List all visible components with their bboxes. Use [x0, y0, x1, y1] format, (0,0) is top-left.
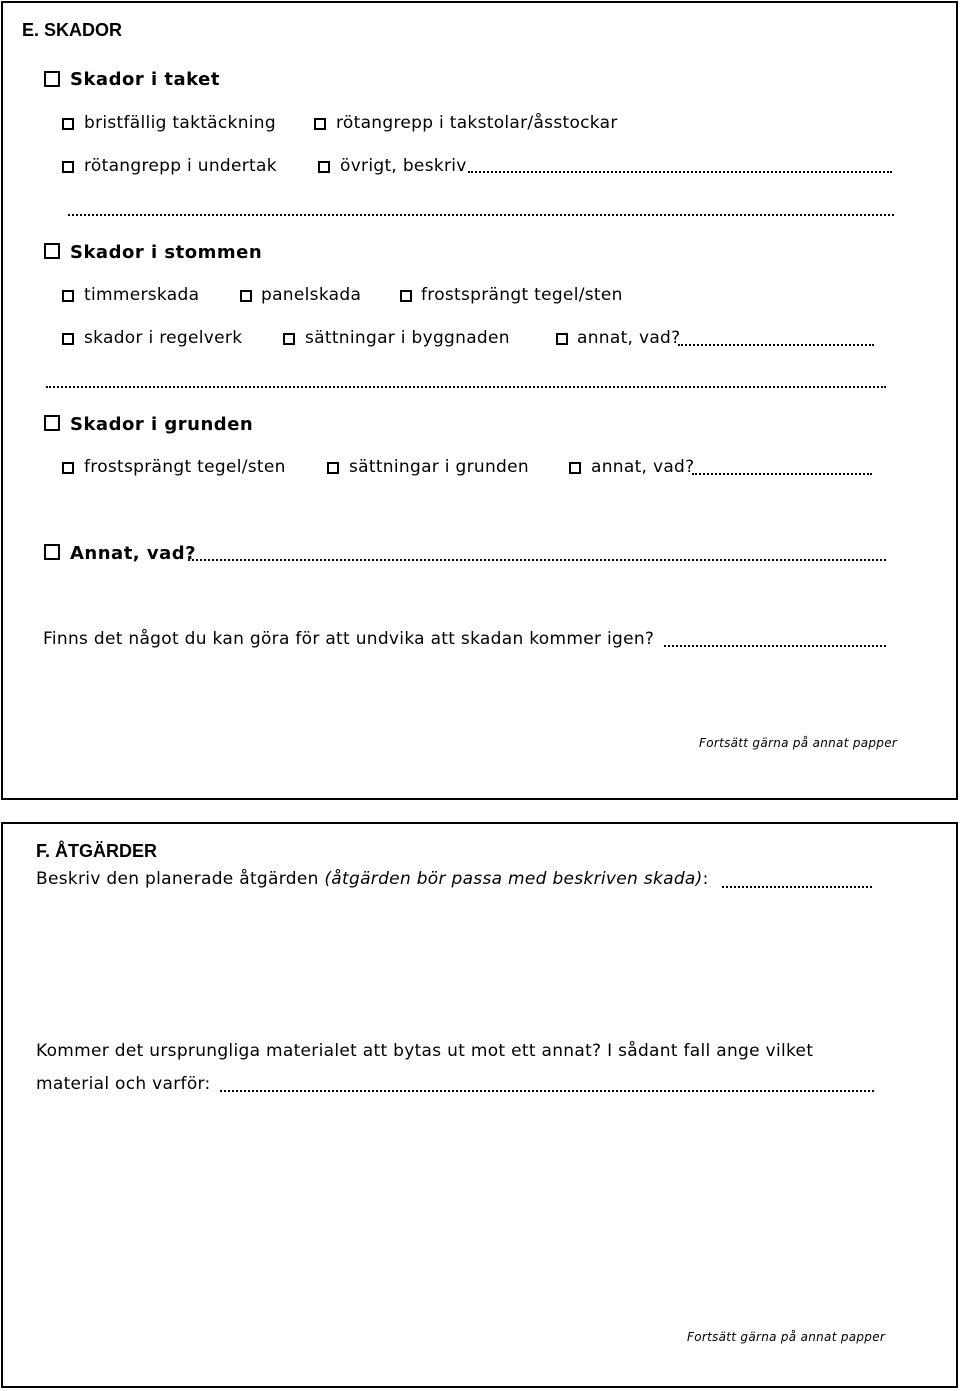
roof-opt1-checkbox[interactable]: [62, 118, 74, 130]
describe-prefix: Beskriv den planerade åtgärden: [36, 869, 325, 889]
roof-other-fill-line-2[interactable]: [68, 214, 894, 216]
section-f-continue-note: Fortsätt gärna på annat papper: [687, 1330, 886, 1344]
frame-opt1-checkbox[interactable]: [62, 290, 74, 302]
frame-opt6-checkbox[interactable]: [556, 333, 568, 345]
foundation-other-fill-line[interactable]: [692, 473, 872, 475]
roof-opt4-checkbox[interactable]: [318, 161, 330, 173]
roof-opt4-label: övrigt, beskriv: [340, 156, 467, 176]
frame-opt5-label: sättningar i byggnaden: [305, 328, 510, 348]
frame-other-fill-line-2[interactable]: [46, 386, 886, 388]
describe-fill-line[interactable]: [722, 886, 872, 888]
frame-opt1-label: timmerskada: [84, 285, 200, 305]
material-question-line1: Kommer det ursprungliga materialet att bytas ut mot ett annat? I sådant fall ange vilket: [36, 1041, 814, 1061]
foundation-damage-checkbox[interactable]: [44, 415, 60, 431]
frame-opt2-label: panelskada: [261, 285, 362, 305]
material-fill-line[interactable]: [220, 1090, 874, 1092]
roof-damage-label: Skador i taket: [70, 69, 220, 90]
frame-opt4-checkbox[interactable]: [62, 333, 74, 345]
roof-opt3-label: rötangrepp i undertak: [84, 156, 277, 176]
roof-opt2-checkbox[interactable]: [314, 118, 326, 130]
other-damage-fill-line[interactable]: [188, 559, 886, 561]
roof-opt3-checkbox[interactable]: [62, 161, 74, 173]
roof-damage-checkbox[interactable]: [44, 71, 60, 87]
prevent-fill-line[interactable]: [664, 645, 886, 647]
foundation-opt3-checkbox[interactable]: [569, 462, 581, 474]
frame-opt2-checkbox[interactable]: [240, 290, 252, 302]
section-f-title: F. ÅTGÄRDER: [36, 841, 157, 861]
describe-measure-question: [36, 869, 709, 889]
frame-other-fill-line[interactable]: [678, 344, 874, 346]
foundation-opt3-label: annat, vad?: [591, 457, 695, 477]
frame-opt3-checkbox[interactable]: [400, 290, 412, 302]
section-e-continue-note: Fortsätt gärna på annat papper: [699, 736, 898, 750]
roof-other-fill-line[interactable]: [468, 171, 892, 173]
describe-italic-hint: (åtgärden bör passa med beskriven skada): [324, 869, 703, 889]
other-damage-label: Annat, vad?: [70, 543, 197, 564]
prevent-question: Finns det något du kan göra för att undvika att skadan kommer igen?: [43, 629, 655, 649]
foundation-opt2-checkbox[interactable]: [327, 462, 339, 474]
section-f-box: [1, 822, 958, 1388]
other-damage-checkbox[interactable]: [44, 544, 60, 560]
describe-colon: :: [702, 869, 709, 889]
frame-opt6-label: annat, vad?: [577, 328, 681, 348]
frame-opt4-label: skador i regelverk: [84, 328, 243, 348]
frame-damage-label: Skador i stommen: [70, 242, 263, 263]
frame-opt3-label: frostsprängt tegel/sten: [421, 285, 623, 305]
roof-opt2-label: rötangrepp i takstolar/åsstockar: [336, 113, 618, 133]
roof-opt1-label: bristfällig taktäckning: [84, 113, 276, 133]
foundation-opt1-label: frostsprängt tegel/sten: [84, 457, 286, 477]
foundation-opt2-label: sättningar i grunden: [349, 457, 529, 477]
foundation-damage-label: Skador i grunden: [70, 414, 254, 435]
section-e-title: E. SKADOR: [22, 20, 123, 40]
foundation-opt1-checkbox[interactable]: [62, 462, 74, 474]
material-question-line2: material och varför:: [36, 1074, 211, 1094]
frame-opt5-checkbox[interactable]: [283, 333, 295, 345]
frame-damage-checkbox[interactable]: [44, 243, 60, 259]
